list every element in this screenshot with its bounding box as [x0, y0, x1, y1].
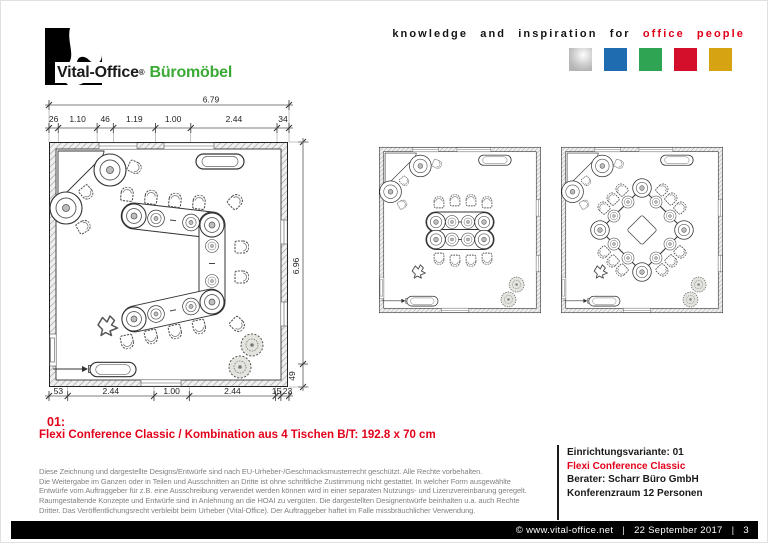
- dim-label: 6.96: [291, 257, 301, 275]
- dim-label: 2.44: [224, 386, 241, 396]
- brand-logo-text: [55, 62, 237, 83]
- table-base: [200, 290, 224, 314]
- brand-name: Vital-Office: [57, 63, 139, 81]
- footer-copyright: © www.vital-office.net: [515, 524, 614, 536]
- table-base: [122, 204, 146, 228]
- main-floor-plan: [41, 96, 321, 406]
- table-base: [206, 240, 219, 253]
- disclaimer-line: Diese Zeichnung und dargestellte Designs/Entwürfe sind nach EU-Urheber-/Geschmacksmusterrecht geschützt. Alle Rechte vorbehalten.: [39, 467, 483, 476]
- info-product: Flexi Conference Classic: [567, 460, 686, 472]
- tagline-red: office people: [642, 28, 745, 40]
- brand-square-blue: [604, 48, 627, 71]
- legal-disclaimer: [39, 467, 527, 516]
- registered-mark: ®: [138, 68, 145, 77]
- disclaimer-line: Dritter. Das Veröffentlichungsrecht verbleibt beim Urheber (Vital-Office). Der Auftraggeber haftet im Falle missbräuchlicher Verwendung.: [39, 505, 476, 515]
- table-base: [183, 298, 200, 315]
- floor-plan-variant-diamond: [561, 146, 723, 314]
- footer-bar: [11, 521, 758, 539]
- dimension-bottom-segments: [45, 386, 293, 401]
- tagline-black: knowledge and inspiration for: [392, 28, 631, 40]
- table-base: [148, 210, 165, 227]
- footer-separator: |: [622, 524, 626, 536]
- footer-separator: |: [731, 524, 735, 536]
- variant-number: 01:: [47, 415, 66, 429]
- dim-label: 6.79: [202, 96, 220, 105]
- table-base: [183, 214, 200, 231]
- info-room: Konferenzraum 12 Personen: [567, 487, 703, 499]
- brand-square-silver: [569, 48, 592, 71]
- dimension-right: [287, 138, 309, 391]
- brand-square-green: [639, 48, 662, 71]
- brand-square-gold: [709, 48, 732, 71]
- table-base: [206, 275, 219, 288]
- footer-date: 22 September 2017: [634, 524, 723, 536]
- dim-label: 1.10: [69, 114, 86, 124]
- dim-label: 15: [271, 386, 282, 396]
- info-consultant: Berater: Scharr Büro GmbH: [567, 474, 699, 485]
- variant-description: Flexi Conference Classic / Kombination aus 4 Tischen B/T: 192.8 x 70 cm: [39, 429, 436, 441]
- dim-label: 49: [287, 371, 297, 381]
- dim-label: 2.44: [102, 386, 120, 396]
- conference-room-main: [50, 143, 288, 387]
- brand-suffix: Büromöbel: [149, 63, 233, 81]
- dim-label: 34: [278, 114, 288, 124]
- brand-square-red: [674, 48, 697, 71]
- dim-label: 1.00: [163, 386, 180, 396]
- dim-label: 1.00: [164, 114, 182, 124]
- footer-page-number: 3: [743, 524, 749, 536]
- dim-label: 53: [53, 386, 64, 396]
- dim-label: 46: [100, 114, 110, 124]
- disclaimer-line: Raumgestaltende Konzepte und Entwürfe sind in Anlehnung an die HOAI zu vergüten. Die dargestellten Designentwürfe beinhalten u.a. auch Rechte: [39, 496, 520, 506]
- dim-label: 26: [48, 114, 59, 124]
- tagline: [392, 28, 745, 40]
- dim-label: 2.44: [225, 114, 243, 124]
- dimension-top-segments: [45, 114, 293, 142]
- table-base: [200, 213, 224, 237]
- floor-plan-variant-block: [379, 146, 541, 314]
- dim-label: 1.19: [126, 114, 143, 124]
- project-info-panel: [557, 445, 703, 520]
- table-base: [122, 307, 146, 331]
- disclaimer-line: Entwürfe vom Auftraggeber für z.B. eine Ausschreibung verwendet werden können wird in einer separaten Nutzungs- und Lizenzvereinbarung geregelt.: [39, 486, 527, 496]
- disclaimer-line: Die Weitergabe im Ganzen oder in Teilen und Ausschnitten an Dritte ist ohne schriftliche Zustimmung nicht gestattet. In welcher Form ausgewählte: [39, 476, 511, 486]
- table-base: [148, 306, 165, 323]
- brand-color-squares: [569, 48, 732, 71]
- info-variant: Einrichtungsvariante: 01: [567, 447, 684, 458]
- conference-table-block: [426, 212, 494, 250]
- dim-label: 23: [282, 386, 293, 396]
